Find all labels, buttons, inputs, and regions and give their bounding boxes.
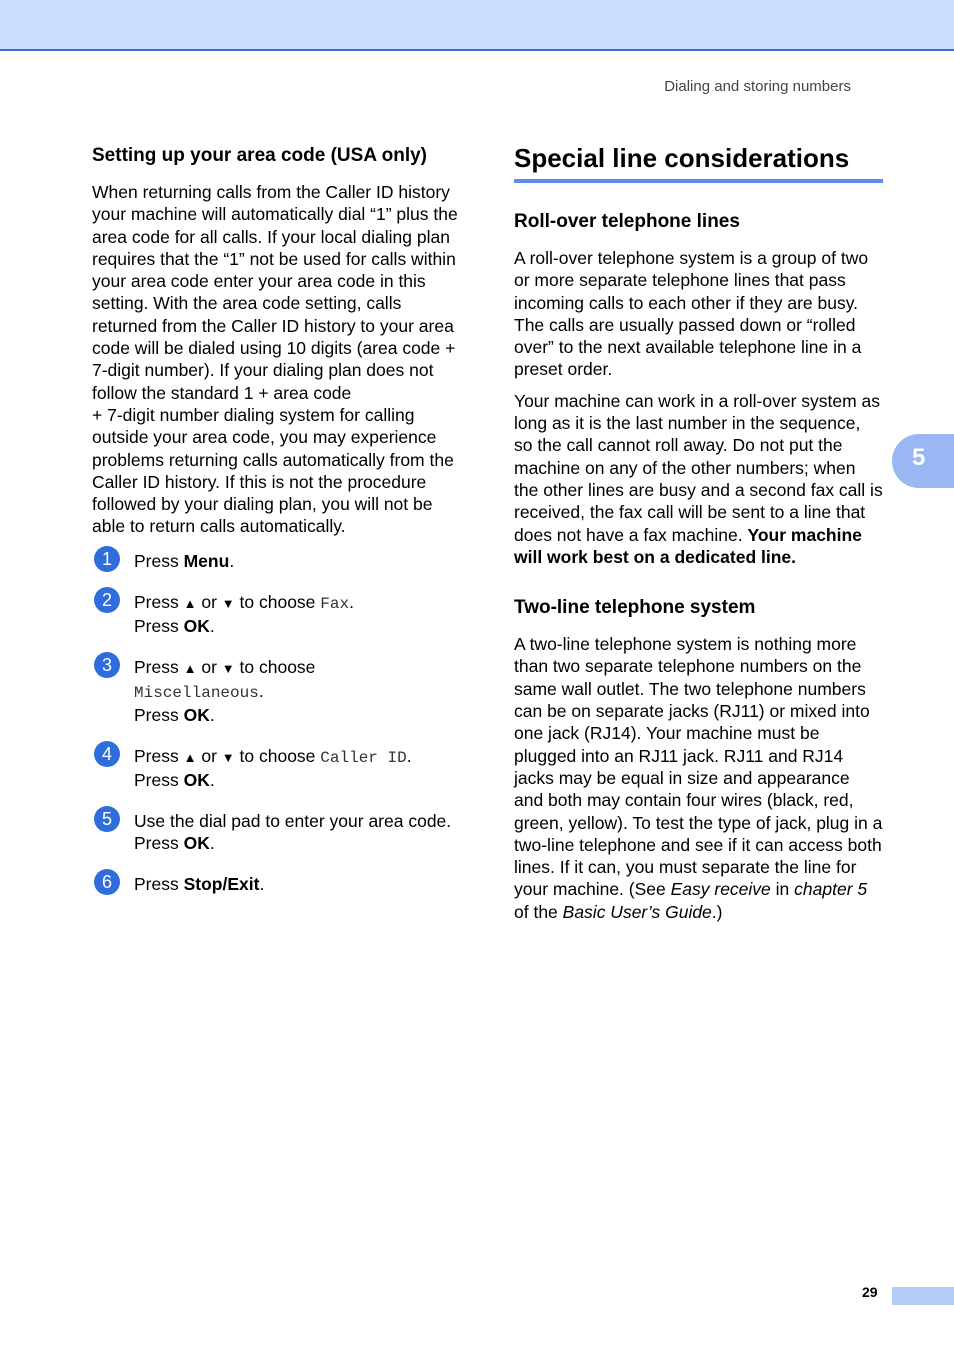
- right-column: [514, 142, 883, 932]
- rollover-paragraph-2: Your machine can work in a roll-over system as long as it is the last number in the sequence, so the call cannot roll away. Do not put the machine on any of the other numbers; when the other lines are busy and a second fax call is received, the fax call will be sent to a line that does not have a fax machine. Your machine will work best on a dedicated line.: [514, 390, 883, 567]
- chapter-tab: [892, 434, 954, 488]
- area-code-heading: Setting up your area code (USA only): [92, 145, 428, 166]
- step-number-icon: 4: [94, 741, 120, 767]
- menu-option: Fax: [320, 594, 350, 613]
- step-1: 1 Press Menu.: [92, 550, 466, 572]
- step-4: 4 Press ▲ or ▼ to choose Caller ID. Press OK.: [92, 745, 466, 791]
- up-arrow-icon: ▲: [183, 660, 197, 676]
- step-list: [92, 550, 466, 895]
- step-3: 3 Press ▲ or ▼ to choose Miscellaneous. Press OK.: [92, 656, 466, 726]
- down-arrow-icon: ▼: [221, 595, 235, 611]
- step-number-icon: 1: [94, 546, 120, 572]
- twoline-paragraph: A two-line telephone system is nothing more than two separate telephone numbers on the same wall outlet. The two telephone numbers can be on separate jacks (RJ11) or mixed into one jack (RJ14). Your machine must be plugged into an RJ11 jack. RJ11 and RJ14 jacks may be equal in size and appearance and both may contain four wires (black, red, green, yellow). To test the type of jack, plug in a two-line telephone and see if it can access both lines. If it can, you must separate the line for your machine. (See Easy receive in chapter 5 of the Basic User’s Guide.): [514, 634, 883, 922]
- rollover-paragraph-1: A roll-over telephone system is a group of two or more separate telephone lines that pass incoming calls to each other if they are busy. The calls are usually passed down or “rolled over” to the next available telephone line in a preset order.: [514, 248, 869, 380]
- up-arrow-icon: ▲: [183, 595, 197, 611]
- step-number-icon: 2: [94, 587, 120, 613]
- step-2: 2 Press ▲ or ▼ to choose Fax. Press OK.: [92, 591, 466, 637]
- step-number-icon: 6: [94, 869, 120, 895]
- link-easy-receive: Easy receive: [670, 879, 771, 900]
- step-6: 6 Press Stop/Exit.: [92, 873, 466, 895]
- down-arrow-icon: ▼: [221, 749, 235, 765]
- step-5: 5 Use the dial pad to enter your area code. Press OK.: [92, 810, 466, 854]
- up-arrow-icon: ▲: [183, 749, 197, 765]
- twoline-heading: Two-line telephone system: [514, 597, 756, 619]
- step-number-icon: 3: [94, 652, 120, 678]
- chapter-number: 5: [912, 444, 926, 471]
- section-title: Special line considerations: [514, 142, 883, 183]
- rollover-heading: Roll-over telephone lines: [514, 211, 740, 232]
- area-code-body: When returning calls from the Caller ID history your machine will automatically dial “1” plus the area code for all calls. If your local dialing plan requires that the “1” not be used for calls within your area code enter your area code in this setting. With the area code setting, calls returned from the Caller ID history to your area code will be dialed using 10 digits (area code + 7-digit number). If your dialing plan does not follow the standard 1 + area code + 7-digit number dialing system for calling outside your area code, you may experience problems returning calls automatically from the Caller ID history. If this is not the procedure followed by your dialing plan, you will not be able to return calls automatically.: [92, 182, 458, 537]
- down-arrow-icon: ▼: [221, 660, 235, 676]
- page-footer-bar: [892, 1287, 954, 1305]
- top-banner: [0, 0, 954, 51]
- page-number: 29: [862, 1284, 878, 1300]
- left-column: [92, 144, 466, 914]
- step-number-icon: 5: [94, 806, 120, 832]
- menu-option: Miscellaneous: [134, 683, 259, 702]
- menu-option: Caller ID: [320, 748, 407, 767]
- running-header: Dialing and storing numbers: [664, 78, 851, 95]
